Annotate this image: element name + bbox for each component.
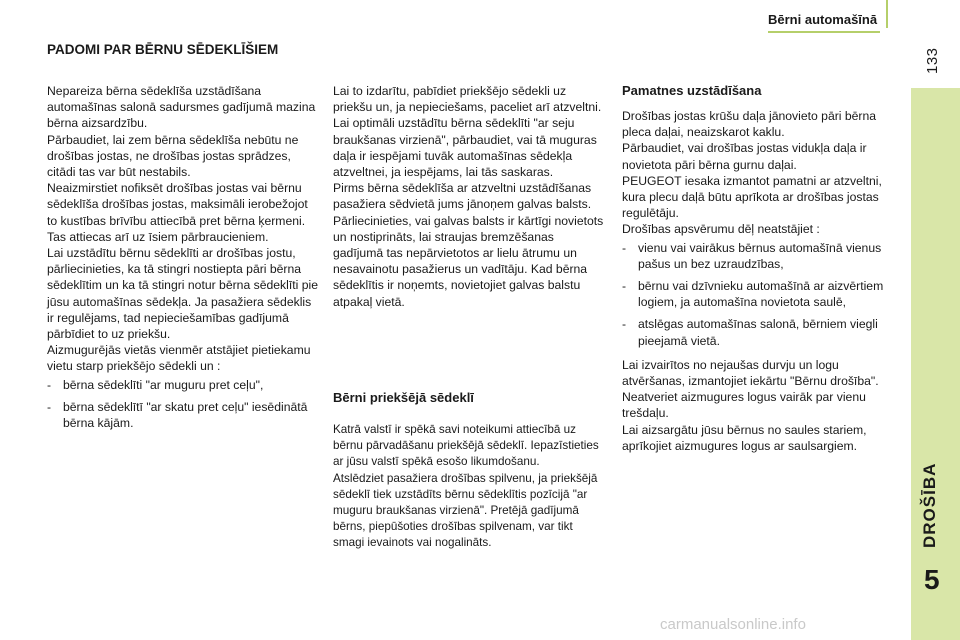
bullet-text: atslēgas automašīnas salonā, bērniem viegli pieejamā vietā.: [638, 317, 878, 348]
paragraph: Lai izvairītos no nejaušas durvju un logu atvēršanas, izmantojiet iekārtu "Bērnu drošība".: [622, 357, 879, 389]
column-1: [47, 83, 321, 431]
column-2: [333, 83, 605, 310]
bullet-item: [47, 399, 321, 431]
paragraph: Nepareiza bērna sēdeklīša uzstādīšana automašīnas salonā sadursmes gadījumā mazina bērna aizsardzību.: [47, 84, 316, 131]
bullet-dash: -: [47, 377, 52, 392]
header-underline: [768, 31, 880, 33]
header-accent-tick: [886, 0, 888, 28]
bullet-dash: -: [622, 279, 627, 294]
column-2-subsection: [333, 422, 605, 552]
paragraph: Aizmugurējās vietās vienmēr atstājiet pietiekamu vietu starp priekšējo sēdekli un :: [47, 343, 311, 374]
bullet-dash: -: [622, 317, 627, 332]
chapter-title: DROŠĪBA: [920, 462, 939, 548]
subsection-title: Pamatnes uzstādīšana: [622, 83, 762, 98]
paragraph: Neatveriet aizmugures logus vairāk par vienu trešdaļu.: [622, 390, 866, 421]
paragraph: Atslēdziet pasažiera drošības spilvenu, ja priekšējā sēdeklī tiek uzstādīts bērnu sēdeklītis pozīcijā "ar muguru braukšanas virzienā". Pretējā gadījumā bērns, piepūšoties drošības spilvenam, var tikt smagi ievainots vai nogalināts.: [333, 471, 598, 550]
paragraph: Lai optimāli uzstādītu bērna sēdeklīti "ar seju braukšanas virzienā", pārbaudiet, vai tā muguras daļa ir iespējami tuvāk automašīnas sēdekļa atzveltnei, ja iespējams, lai tās saskaras.: [333, 116, 597, 180]
paragraph: Katrā valstī ir spēkā savi noteikumi attiecībā uz bērnu pārvadāšanu priekšējā sēdeklī. Iepazīstieties ar jūsu valstī spēkā esošo likumdošanu.: [333, 423, 599, 469]
paragraph: Pirms bērna sēdeklīša ar atzveltni uzstādīšanas pasažiera sēdvietā jums jānoņem galvas balsts.: [333, 181, 592, 212]
paragraph: Pārliecinieties, vai galvas balsts ir kārtīgi novietots un nostiprināts, lai straujas bremzēšanas gadījumā tas nepārvietotos ar lielu ātrumu un nesavainotu pasažierus un vadītāju. Kad bērna sēdeklītis ir noņemts, novietojiet galvas balstu atpakaļ vietā.: [333, 213, 604, 309]
paragraph: Neaizmirstiet nofiksēt drošības jostas vai bērnu sēdeklīša drošības jostas, maksimāli ierobežojot to kustības brīvību attiecībā pret bērna ķermeni. Tas attiecas arī uz īsiem pārbraucieniem.: [47, 181, 308, 244]
subsection-title: Bērni priekšējā sēdeklī: [333, 390, 474, 405]
bullet-text: vienu vai vairākus bērnus automašīnā vienus pašus un bez uzraudzības,: [638, 240, 882, 271]
watermark: carmanualsonline.info: [660, 616, 806, 633]
paragraph: Lai uzstādītu bērnu sēdeklīti ar drošības jostu, pārliecinieties, ka tā stingri nostiepta pāri bērna sēdeklītim un ka tā stingri notur bērna sēdeklīti pie jūsu automašīnas sēdekļa. Ja pasažiera sēdeklis ir regulējams, tad nepieciešamības gadījumā pārbīdiet to uz priekšu.: [47, 246, 318, 342]
paragraph: Pārbaudiet, lai zem bērna sēdeklīša nebūtu ne drošības jostas, ne drošības jostas sprādzes, citādi tas var būt nestabils.: [47, 132, 299, 180]
paragraph: Drošības apsvērumu dēļ neatstājiet :: [622, 222, 820, 237]
section-title: PADOMI PAR BĒRNU SĒDEKLĪŠIEM: [47, 42, 279, 57]
column-3: [622, 108, 892, 454]
header-title: Bērni automašīnā: [768, 12, 878, 27]
chapter-side-band: [911, 88, 960, 640]
bullet-text: bērna sēdeklītī "ar skatu pret ceļu" iesēdinātā bērna kājām.: [63, 399, 308, 431]
bullet-item: [622, 278, 892, 310]
bullet-dash: -: [622, 240, 627, 255]
paragraph: Drošības jostas krūšu daļa jānovieto pāri bērna pleca daļai, neaizskarot kaklu.: [622, 109, 877, 140]
paragraph: Pārbaudiet, vai drošības jostas vidukļa daļa ir novietota pāri bērna gurnu daļai.: [622, 141, 867, 172]
bullet-item: [47, 377, 321, 393]
bullet-text: bērna sēdeklīti "ar muguru pret ceļu",: [63, 377, 264, 392]
paragraph: PEUGEOT iesaka izmantot pamatni ar atzveltni, kura plecu daļā būtu aprīkota ar drošības jostas regulētāju.: [622, 173, 882, 221]
chapter-number: 5: [924, 564, 940, 595]
bullet-dash: -: [47, 399, 52, 414]
bullet-text: bērnu vai dzīvnieku automašīnā ar aizvērtiem logiem, ja automašīna novietota saulē,: [638, 279, 884, 310]
bullet-item: [622, 316, 892, 348]
page-number: 133: [924, 47, 941, 74]
bullet-item: [622, 240, 892, 272]
paragraph: Lai aizsargātu jūsu bērnus no saules stariem, aprīkojiet aizmugures logus ar saulsargiem.: [622, 422, 867, 453]
paragraph: Lai to izdarītu, pabīdiet priekšējo sēdekli uz priekšu un, ja nepieciešams, paceliet arī atzveltni.: [333, 84, 602, 115]
